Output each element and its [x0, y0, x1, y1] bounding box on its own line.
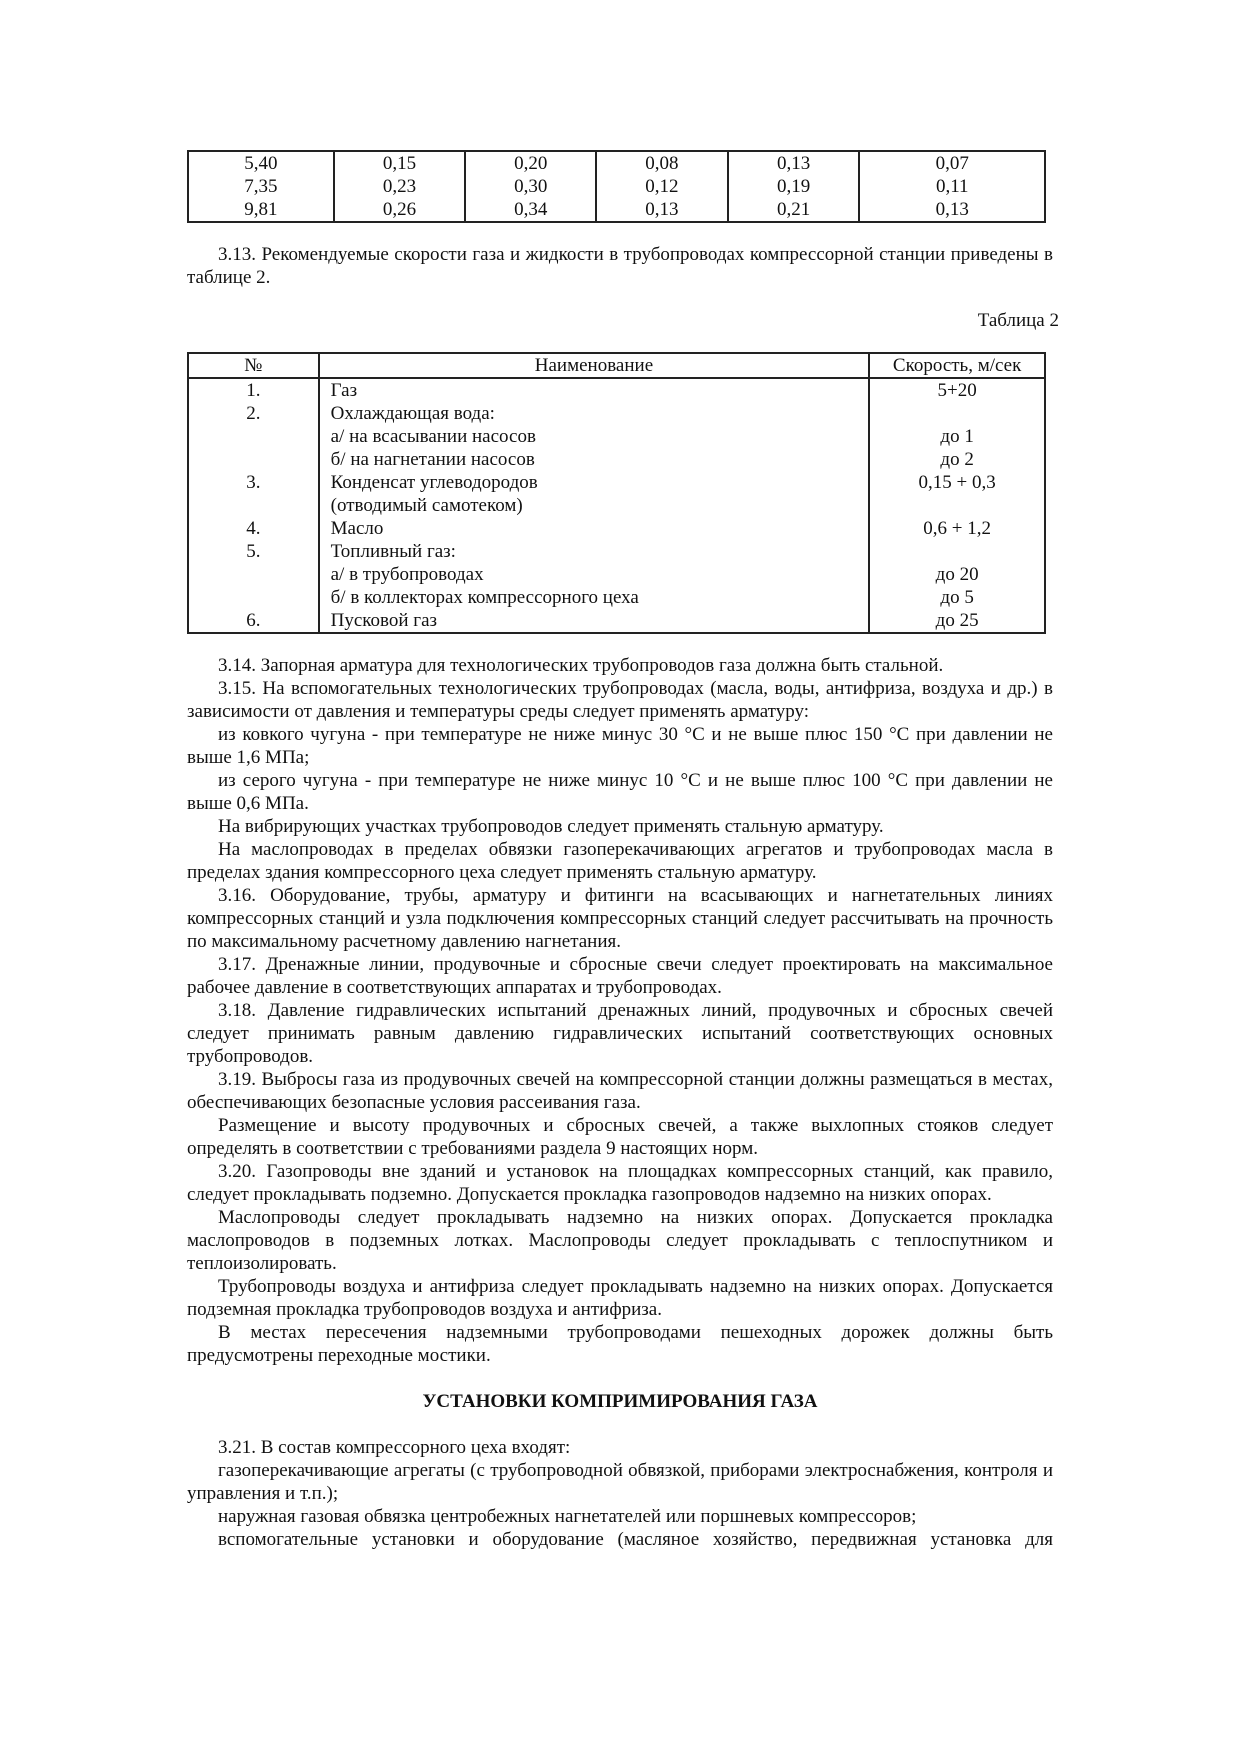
paragraph: 3.17. Дренажные линии, продувочные и сбросные свечи следует проектировать на максимальное рабочее давление в соответствующих аппаратах и трубопроводах. [187, 954, 1053, 998]
paragraph: 3.15. На вспомогательных технологических трубопроводах (масла, воды, антифриза, воздуха и др.) в зависимости от давления и температуры среды следует применять арматуру: [187, 678, 1053, 722]
row-number [188, 448, 319, 471]
table-row [188, 378, 1045, 402]
column-header-number: № [188, 353, 319, 378]
row-number: 3. [188, 471, 319, 494]
table-row [188, 402, 1045, 425]
table-cell: 0,12 [596, 175, 728, 198]
row-speed: 5+20 [869, 378, 1045, 402]
row-name: б/ на нагнетании насосов [319, 448, 870, 471]
row-speed [869, 402, 1045, 425]
paragraph: На маслопроводах в пределах обвязки газоперекачивающих агрегатов и трубопроводах масла в пределах здания компрессорного цеха следует применять стальную арматуру. [187, 839, 1053, 883]
table-cell: 9,81 [188, 198, 334, 222]
table-cell: 0,20 [465, 151, 596, 175]
table-row [188, 586, 1045, 609]
row-number: 1. [188, 378, 319, 402]
section-body-text [187, 1436, 1053, 1551]
table-cell: 0,07 [859, 151, 1045, 175]
column-header-speed: Скорость, м/сек [869, 353, 1045, 378]
body-text [187, 654, 1053, 1367]
paragraph: На вибрирующих участках трубопроводов следует применять стальную арматуру. [218, 816, 884, 837]
row-speed [869, 540, 1045, 563]
table-cell: 0,30 [465, 175, 596, 198]
paragraph: из серого чугуна - при температуре не ниже минус 10 °С и не выше плюс 100 °С при давлении не выше 0,6 МПа. [187, 770, 1053, 814]
row-number: 4. [188, 517, 319, 540]
row-name: Пусковой газ [319, 609, 870, 633]
row-name: Топливный газ: [319, 540, 870, 563]
table-row [188, 517, 1045, 540]
table-row [188, 198, 1045, 222]
table-header-row [188, 353, 1045, 378]
paragraph: Маслопроводы следует прокладывать надземно на низких опорах. Допускается прокладка маслопроводов в подземных лотках. Маслопроводы следует прокладывать с теплоспутником и теплоизолировать. [187, 1207, 1053, 1274]
row-name: (отводимый самотеком) [319, 494, 870, 517]
row-name: а/ в трубопроводах [319, 563, 870, 586]
row-speed: 0,15 + 0,3 [869, 471, 1045, 494]
table-cell: 0,13 [596, 198, 728, 222]
table-row [188, 540, 1045, 563]
section-heading: УСТАНОВКИ КОМПРИМИРОВАНИЯ ГАЗА [422, 1391, 818, 1412]
table-cell: 0,21 [728, 198, 860, 222]
column-header-name: Наименование [319, 353, 870, 378]
row-name: а/ на всасывании насосов [319, 425, 870, 448]
row-speed: до 20 [869, 563, 1045, 586]
velocities-table [187, 352, 1046, 634]
row-number: 6. [188, 609, 319, 633]
row-name: б/ в коллекторах компрессорного цеха [319, 586, 870, 609]
row-number [188, 586, 319, 609]
table-row [188, 151, 1045, 175]
row-number [188, 494, 319, 517]
row-number: 2. [188, 402, 319, 425]
table-caption: Таблица 2 [977, 310, 1059, 331]
table-cell: 0,11 [859, 175, 1045, 198]
table-cell: 0,15 [334, 151, 466, 175]
paragraph: 3.18. Давление гидравлических испытаний дренажных линий, продувочных и сбросных свечей следует принимать равным давлению гидравлических испытаний соответствующих основных трубопроводов. [187, 1000, 1053, 1067]
row-name: Охлаждающая вода: [319, 402, 870, 425]
paragraph: 3.21. В состав компрессорного цеха входят: [218, 1437, 571, 1458]
table-cell: 0,26 [334, 198, 466, 222]
paragraph: 3.16. Оборудование, трубы, арматуру и фитинги на всасывающих и нагнетательных линиях компрессорных станций и узла подключения компрессорных станций следует рассчитывать на прочность по максимальному расчетному давлению нагнетания. [187, 885, 1053, 952]
table-cell: 0,23 [334, 175, 466, 198]
paragraph: 3.14. Запорная арматура для технологических трубопроводов газа должна быть стальной. [218, 655, 944, 676]
paragraph-3-13: 3.13. Рекомендуемые скорости газа и жидкости в трубопроводах компрессорной станции приведены в таблице 2. [187, 244, 1053, 288]
table-cell: 0,34 [465, 198, 596, 222]
table-row [188, 471, 1045, 494]
document-page [187, 150, 1059, 1551]
table-cell: 0,19 [728, 175, 860, 198]
paragraph: из ковкого чугуна - при температуре не ниже минус 30 °С и не выше плюс 150 °С при давлении не выше 1,6 МПа; [187, 724, 1053, 768]
row-number: 5. [188, 540, 319, 563]
paragraph: Размещение и высоту продувочных и сбросных свечей, а также выхлопных стояков следует определять в соответствии с требованиями раздела 9 настоящих норм. [187, 1115, 1053, 1159]
table-row [188, 609, 1045, 633]
table-cell: 7,35 [188, 175, 334, 198]
table-cell: 5,40 [188, 151, 334, 175]
row-speed: до 2 [869, 448, 1045, 471]
row-number [188, 425, 319, 448]
paragraph: газоперекачивающие агрегаты (с трубопроводной обвязкой, приборами электроснабжения, контроля и управления и т.п.); [187, 1460, 1053, 1504]
row-speed [869, 494, 1045, 517]
row-speed: 0,6 + 1,2 [869, 517, 1045, 540]
paragraph: наружная газовая обвязка центробежных нагнетателей или поршневых компрессоров; [218, 1506, 917, 1527]
paragraph: 3.20. Газопроводы вне зданий и установок на площадках компрессорных станций, как правило, следует прокладывать подземно. Допускается прокладка газопроводов надземно на низких опорах. [187, 1161, 1053, 1205]
row-name: Масло [319, 517, 870, 540]
row-speed: до 25 [869, 609, 1045, 633]
row-speed: до 5 [869, 586, 1045, 609]
row-name: Газ [319, 378, 870, 402]
row-number [188, 563, 319, 586]
table-row [188, 494, 1045, 517]
table-cell: 0,13 [859, 198, 1045, 222]
row-speed: до 1 [869, 425, 1045, 448]
table-row [188, 563, 1045, 586]
table-row [188, 448, 1045, 471]
paragraph: В местах пересечения надземными трубопроводами пешеходных дорожек должны быть предусмотрены переходные мостики. [187, 1322, 1053, 1366]
paragraph: Трубопроводы воздуха и антифриза следует прокладывать надземно на низких опорах. Допускается подземная прокладка трубопроводов воздуха и антифриза. [187, 1276, 1053, 1320]
table-row [188, 175, 1045, 198]
paragraph: вспомогательные установки и оборудование (масляное хозяйство, передвижная установка для [218, 1529, 1053, 1550]
coefficients-table [187, 150, 1046, 223]
table-row [188, 425, 1045, 448]
row-name: Конденсат углеводородов [319, 471, 870, 494]
table-cell: 0,08 [596, 151, 728, 175]
table-cell: 0,13 [728, 151, 860, 175]
paragraph: 3.19. Выбросы газа из продувочных свечей на компрессорной станции должны размещаться в местах, обеспечивающих безопасные условия рассеивания газа. [187, 1069, 1053, 1113]
